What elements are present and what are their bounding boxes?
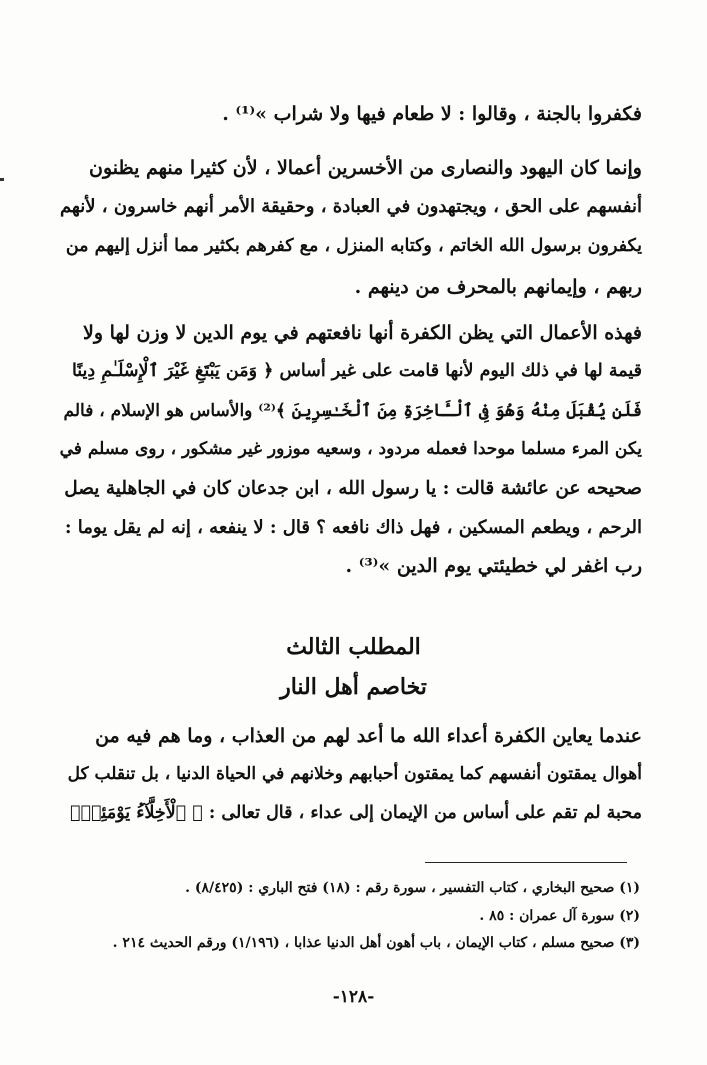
- body-line: قيمة لها في ذلك اليوم لأنها قامت على غير أساس ﴿ وَمَن يَبْتَغِ غَيْرَ ٱلْإِسْلَـٰمِ دِينًا: [71, 361, 642, 381]
- body-line: الرحم ، ويطعم المسكين ، فهل ذاك نافعه ؟ قال : لا ينفعه ، إنه لم يقل يوما :: [64, 517, 642, 538]
- body-line: أهوال يمقتون أنفسهم كما يمقتون أحبابهم وخلانهم في الحياة الدنيا ، بل تنقلب كل: [67, 764, 642, 784]
- body-line: أنفسهم على الحق ، ويجتهدون في العبادة ، وحقيقة الأمر أنهم خاسرون ، لأنهم: [59, 196, 642, 217]
- body-line: ربهم ، وإيمانهم بالمحرف من دينهم .: [354, 276, 642, 298]
- footnote: (٣) صحيح مسلم ، كتاب الإيمان ، باب أهون أهل الدنيا عذابا ، (١/١٩٦) ورقم الحديث ٢١٤ .: [112, 935, 640, 951]
- body-line: عندما يعاين الكفرة أعداء الله ما أعد لهم من العذاب ، وما هم فيه من: [95, 725, 642, 747]
- body-line: يكن المرء مسلما موحدا فعمله مردود ، وسعيه موزور غير مشكور ، روى مسلم في: [59, 439, 642, 459]
- body-line: صحيحه عن عائشة قالت : يا رسول الله ، ابن جدعان كان في الجاهلية يصل: [64, 478, 642, 499]
- body-line: يكفرون برسول الله الخاتم ، وكتابه المنزل ، مع كفرهم بكثير مما أنزل إليهم من: [65, 236, 642, 256]
- body-line: وإنما كان اليهود والنصارى من الأخسرين أعمالا ، لأن كثيرا منهم يظنون: [89, 157, 642, 179]
- body-line: محبة لم تقم على أساس من الإيمان إلى عداء ، قال تعالى : ﴿ ٱلْأَخِلَّآءُ يَوْمَئِذٍۭ: [70, 803, 642, 823]
- body-line: فهذه الأعمال التي يظن الكفرة أنها نافعتهم في يوم الدين لا وزن لها ولا: [82, 322, 642, 344]
- body-line: فَلَن يُقْبَلَ مِنْهُ وَهُوَ فِى ٱلْـَٔاخِرَةِ مِنَ ٱلْخَـٰسِرِينَ ﴾⁽²⁾ والأساس هو الإسلام ، فالم: [63, 401, 642, 421]
- footnote: (٢) سورة آل عمران : ٨٥ .: [479, 908, 640, 924]
- section-heading: المطلب الثالث: [286, 634, 421, 660]
- page-number: -١٢٨-: [332, 987, 375, 1007]
- footnote: (١) صحيح البخاري ، كتاب التفسير ، سورة رقم : (١٨) فتح الباري : (٨/٤٢٥) .: [185, 880, 640, 896]
- footnote-separator: [425, 862, 627, 863]
- section-title: تخاصم أهل النار: [280, 674, 427, 700]
- body-line: رب اغفر لي خطيئتي يوم الدين »⁽³⁾ .: [345, 555, 642, 577]
- margin-mark: [0, 178, 4, 181]
- body-line: فكفروا بالجنة ، وقالوا : لا طعام فيها ولا شراب »⁽¹⁾ .: [222, 103, 642, 125]
